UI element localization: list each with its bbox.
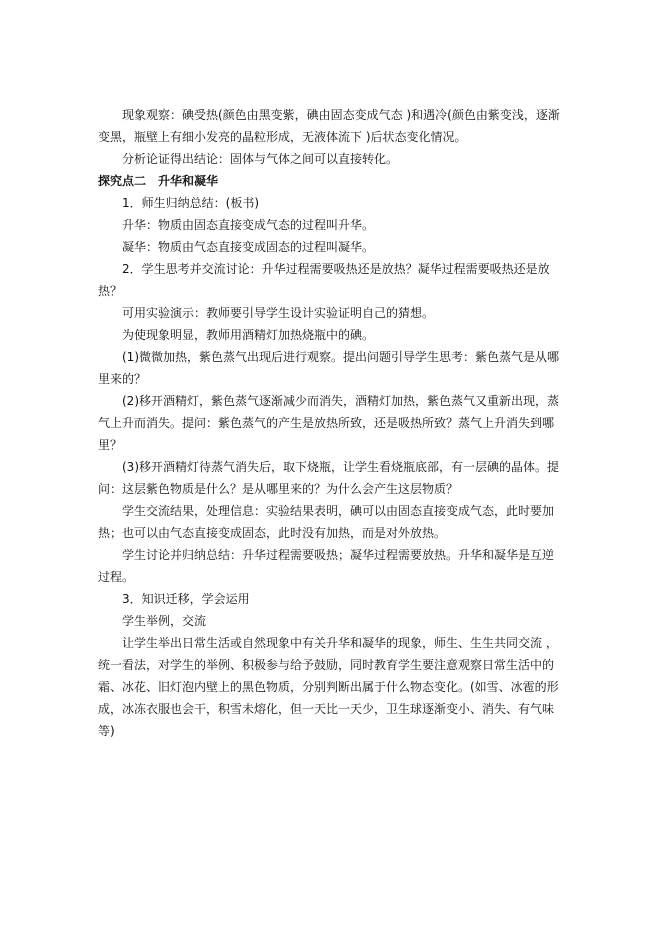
paragraph-daily-life: 让学生举出日常生活或自然现象中有关升华和凝华的现象，师生、生生共同交流 ，统一看法，对学生的举例、积极参与给予鼓励，同时教育学生要注意观察日常生活中的霜、冰花、旧灯泡内壁上的黑色物质，分别判断出属于什么物态变化。(如雪、冰雹的形成，冰冻衣服也会干，积雪未熔化，但一天比一天少，卫生球逐渐变小、消失、有气味等) — [98, 636, 559, 738]
paragraph-step-3: (3)移开酒精灯待蒸气消失后，取下烧瓶，让学生看烧瓶底部，有一层碘的晶体。提问：这层紫色物质是什么？是从哪里来的？为什么会产生这层物质？ — [98, 460, 560, 496]
paragraph-step-2: (2)移开酒精灯，紫色蒸气逐渐减少而消失，酒精灯加热，紫色蒸气又重新出现，蒸气上升而消失。提问：紫色蒸气的产生是放热所致，还是吸热所致？蒸气上升消失到哪里？ — [98, 394, 560, 452]
paragraph-observation: 现象观察：碘受热(颜色由黑变紫，碘由固态变成气态 )和遇冷(颜色由紫变浅，逐渐变黑，瓶壁上有细小发亮的晶粒形成，无液体流下 )后状态变化情况。 — [98, 108, 560, 144]
paragraph-transfer-title: 3．知识迁移，学会运用 — [122, 592, 250, 606]
paragraph-experiment-demo: 可用实验演示：教师要引导学生设计实验证明自己的猜想。 — [122, 306, 435, 320]
paragraph-conclusion: 分析论证得出结论：固体与气体之间可以直接转化。 — [122, 152, 399, 166]
paragraph-discussion: 2．学生思考并交流讨论：升华过程需要吸热还是放热？凝华过程需要吸热还是放热？ — [98, 262, 550, 298]
paragraph-summary: 学生讨论并归纳总结：升华过程需要吸热；凝华过程需要放热。升华和凝华是互逆过程。 — [98, 548, 555, 584]
paragraph-summary-title: 1．师生归纳总结：(板书) — [122, 196, 259, 210]
paragraph-results: 学生交流结果，处理信息：实验结果表明，碘可以由固态直接变成气态，此时要加热；也可以由气态直接变成固态，此时没有加热，而是对外放热。 — [98, 504, 555, 540]
paragraph-sublimation-def: 升华：物质由固态直接变成气态的过程叫升华。 — [122, 218, 375, 232]
section-heading: 探究点二 升华和凝华 — [98, 174, 219, 188]
paragraph-deposition-def: 凝华：物质由气态直接变成固态的过程叫凝华。 — [122, 240, 375, 254]
paragraph-step-1: (1)微微加热，紫色蒸气出现后进行观察。提出问题引导学生思考：紫色蒸气是从哪里来的？ — [98, 350, 560, 386]
paragraph-heating: 为使现象明显，教师用酒精灯加热烧瓶中的碘。 — [122, 328, 375, 342]
paragraph-examples: 学生举例，交流 — [122, 614, 207, 628]
document-body — [98, 104, 564, 742]
